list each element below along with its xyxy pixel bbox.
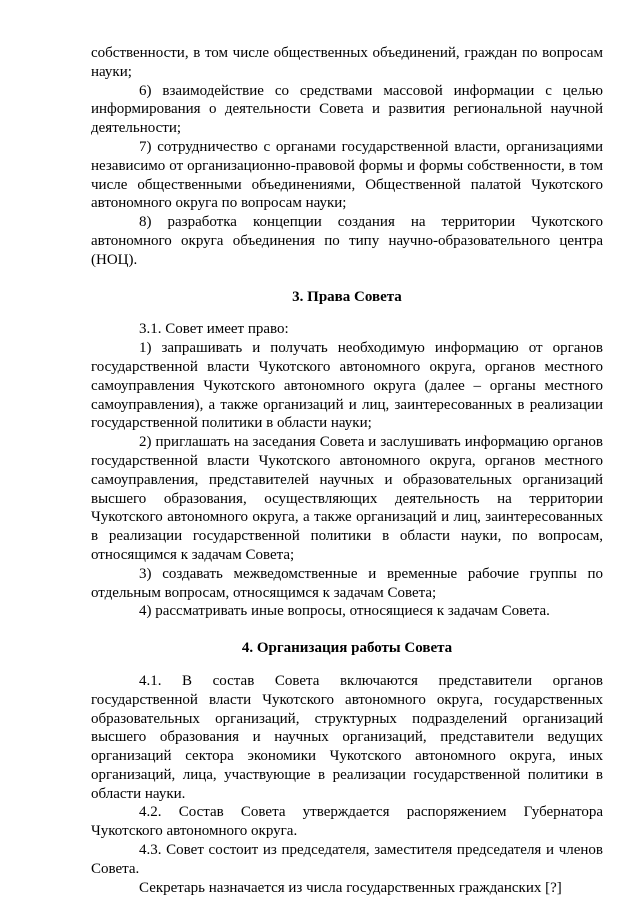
list-item-7: 7) сотрудничество с органами государственной власти, организациями независимо от организационно-правовой формы и формы собственности, в том числе общественными объединениями, Общественной палатой Чукотского автономного округа по вопросам науки; <box>91 138 603 212</box>
document-page <box>91 0 603 897</box>
clause-3-1: 3.1. Совет имеет право: <box>139 321 289 338</box>
list-item-3-1-1: 1) запрашивать и получать необходимую информацию от органов государственной власти Чукотского автономного округа, органов местного самоуправления Чукотского автономного округа (далее – органы местного самоуправления), а также организаций и лиц, заинтересованных в реализации государственной политики в области науки; <box>91 340 603 432</box>
clause-4-1: 4.1. В состав Совета включаются представители органов государственной власти Чукотского автономного округа, государственных образовательных организаций, структурных подразделений организаций высшего образования и научных организаций, представители ведущих организаций сектора экономики Чукотского автономного округа, иных организаций, лица, участвующие в реализации государственной политики в области науки. <box>91 672 603 802</box>
list-item-6: 6) взаимодействие со средствами массовой информации с целью информирования о деятельности Совета и развития региональной научной деятельности; <box>91 82 603 137</box>
clause-4-2: 4.2. Состав Совета утверждается распоряжением Губернатора Чукотского автономного округа. <box>91 804 603 840</box>
secretary-paragraph: Секретарь назначается из числа государственных гражданских [?] <box>139 879 562 896</box>
list-item-8: 8) разработка концепции создания на территории Чукотского автономного округа объединения по типу научно-образовательного центра (НОЦ). <box>91 214 603 268</box>
section-3-heading: 3. Права Совета <box>292 288 402 305</box>
paragraph-continuation: собственности, в том числе общественных объединений, граждан по вопросам науки; <box>91 45 603 80</box>
clause-4-3: 4.3. Совет состоит из председателя, заместителя председателя и членов Совета. <box>91 842 603 877</box>
list-item-3-1-3: 3) создавать межведомственные и временные рабочие группы по отдельным вопросам, относящимся к задачам Совета; <box>91 565 603 601</box>
list-item-3-1-2: 2) приглашать на заседания Совета и заслушивать информацию органов государственной власти Чукотского автономного округа, органов местного самоуправления, представителей научных и образовательных организаций высшего образования, осуществляющих деятельность на территории Чукотского автономного округа, а также организаций и лиц, заинтересованных в реализации государственной политики в области науки, по вопросам, относящимся к задачам Совета; <box>91 434 603 563</box>
list-item-3-1-4: 4) рассматривать иные вопросы, относящиеся к задачам Совета. <box>139 603 550 620</box>
section-4-heading: 4. Организация работы Совета <box>241 640 453 657</box>
